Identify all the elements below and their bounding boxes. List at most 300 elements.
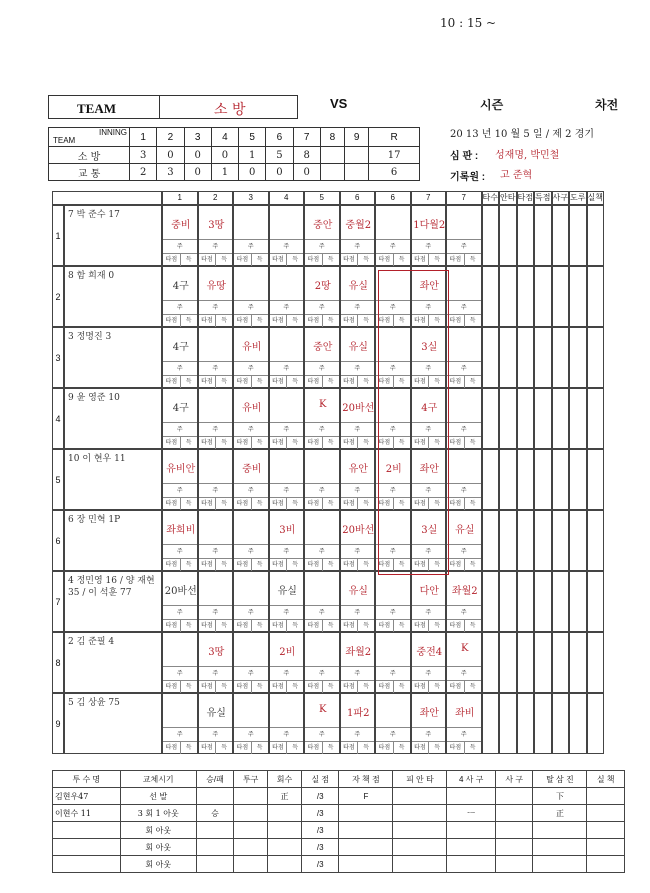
score-label: 득 [323, 375, 339, 389]
pitcher-bb [447, 839, 496, 856]
pitcher-runs [268, 856, 302, 873]
run-mark-label: 주 [447, 361, 481, 376]
at-bat-cell [269, 449, 305, 510]
run-mark-label: 주 [305, 239, 339, 254]
batting-order-number: 2 [52, 266, 64, 327]
stat-cell [517, 693, 535, 754]
play-result: 좌비 [455, 708, 475, 719]
rbi-label: 타점 [163, 497, 181, 510]
pitching-col-head: 회수 [268, 771, 302, 788]
rbi-label: 타점 [163, 314, 181, 327]
rbi-label: 타점 [270, 314, 288, 327]
pitcher-er [339, 805, 393, 822]
score-label: 득 [287, 558, 303, 572]
play-result: 좌안 [419, 281, 439, 292]
pitcher-hbp [495, 856, 533, 873]
stat-cell [517, 388, 535, 449]
pitcher-row [53, 856, 625, 873]
score-label: 득 [429, 314, 445, 328]
score-label: 득 [252, 619, 268, 633]
at-bat-cell [233, 388, 269, 449]
rbi-label: 타점 [376, 619, 394, 632]
run-mark-label: 주 [341, 727, 375, 742]
sheet-col-head: 도루 [569, 191, 587, 205]
run-mark-label: 주 [376, 544, 410, 559]
pitching-col-head: 4 사 구 [447, 771, 496, 788]
rbi-label: 타점 [163, 680, 181, 693]
score-label: 득 [323, 741, 339, 755]
play-result: 유실 [348, 281, 368, 292]
at-bat-cell [446, 632, 482, 693]
play-result: K [461, 643, 469, 654]
run-mark-label: 주 [305, 605, 339, 620]
stat-cell [499, 327, 517, 388]
at-bat-cell [233, 266, 269, 327]
rbi-label: 타점 [234, 680, 252, 693]
at-bat-cell [411, 632, 447, 693]
play-result: 유비 [242, 403, 262, 414]
recorder-label: 기록원 : [450, 172, 486, 183]
batting-row [52, 388, 604, 449]
pitching-col-head: 교체시기 [120, 771, 196, 788]
score-label: 득 [358, 375, 374, 389]
pitcher-er [339, 822, 393, 839]
stat-cell [517, 571, 535, 632]
team-col-head: TEAM [53, 136, 76, 145]
score-label: 득 [323, 619, 339, 633]
rbi-label: 타점 [412, 497, 430, 510]
inning-head: 9 [344, 128, 368, 147]
at-bat-cell [269, 205, 305, 266]
pitcher-inn [234, 805, 268, 822]
score-cell: 0 [157, 147, 184, 164]
stat-cell [499, 693, 517, 754]
rbi-label: 타점 [447, 619, 465, 632]
play-result: 4구 [172, 281, 189, 292]
play-result: 20바선 [342, 525, 375, 536]
score-label: 득 [358, 558, 374, 572]
run-mark-label: 주 [199, 727, 233, 742]
inning-head: 5 [239, 128, 266, 147]
play-result: 3실 [421, 525, 438, 536]
run-mark-label: 주 [270, 544, 304, 559]
pitching-table [52, 770, 625, 873]
sheet-col-head: 타수 [482, 191, 500, 205]
umpire-label: 심 판 : [450, 151, 479, 162]
score-cell: 1 [211, 164, 238, 181]
score-label: 득 [181, 436, 197, 450]
run-mark-label: 주 [163, 727, 197, 742]
player-name: 10 이 현우 11 [64, 449, 162, 510]
rbi-label: 타점 [305, 741, 323, 754]
run-mark-label: 주 [270, 727, 304, 742]
stat-cell [569, 632, 587, 693]
pitcher-outs: /3 [301, 805, 339, 822]
at-bat-cell [411, 571, 447, 632]
rbi-label: 타점 [447, 253, 465, 266]
rbi-label: 타점 [376, 314, 394, 327]
at-bat-cell [162, 266, 198, 327]
stat-cell [517, 510, 535, 571]
play-result: 좌안 [419, 708, 439, 719]
stat-cell [482, 571, 500, 632]
at-bat-cell [198, 266, 234, 327]
play-result: 2땅 [314, 281, 331, 292]
sheet-col-head: 3 [233, 191, 269, 205]
stat-cell [552, 205, 570, 266]
rbi-label: 타점 [305, 253, 323, 266]
score-label: 득 [323, 497, 339, 511]
at-bat-cell [162, 327, 198, 388]
rbi-label: 타점 [447, 314, 465, 327]
inning-head: 3 [184, 128, 211, 147]
pitching-col-head: 실 책 [587, 771, 625, 788]
pitcher-err [587, 822, 625, 839]
score-cell [344, 147, 368, 164]
rbi-label: 타점 [376, 497, 394, 510]
stat-cell [569, 266, 587, 327]
inning-score-table [48, 127, 420, 181]
score-label: 득 [252, 680, 268, 694]
at-bat-cell [233, 693, 269, 754]
at-bat-cell [198, 632, 234, 693]
inning-head: 4 [211, 128, 238, 147]
play-result: 20바선 [342, 403, 375, 414]
rbi-label: 타점 [447, 436, 465, 449]
play-result: 중안 [313, 220, 333, 231]
team-name-cell: 교 통 [49, 164, 130, 181]
inning-head: 8 [320, 128, 344, 147]
stat-cell [517, 266, 535, 327]
stat-cell [569, 693, 587, 754]
run-mark-label: 주 [341, 605, 375, 620]
sheet-col-head: 4 [269, 191, 305, 205]
run-mark-label: 주 [341, 239, 375, 254]
rbi-label: 타점 [270, 375, 288, 388]
at-bat-cell [446, 571, 482, 632]
total-runs-cell: 6 [369, 164, 420, 181]
pitcher-so [533, 856, 587, 873]
run-mark-label: 주 [270, 666, 304, 681]
score-cell: 0 [184, 147, 211, 164]
play-result: 중비 [242, 464, 262, 475]
run-mark-label: 주 [305, 300, 339, 315]
pitcher-er: F [339, 788, 393, 805]
score-label: 득 [465, 558, 481, 572]
rbi-label: 타점 [447, 558, 465, 571]
score-label: 득 [358, 741, 374, 755]
stat-cell [587, 327, 605, 388]
run-mark-label: 주 [234, 300, 268, 315]
run-mark-label: 주 [376, 605, 410, 620]
rbi-label: 타점 [234, 619, 252, 632]
pitcher-hbp [495, 839, 533, 856]
rbi-label: 타점 [412, 619, 430, 632]
at-bat-cell [340, 205, 376, 266]
batting-order-number: 4 [52, 388, 64, 449]
run-mark-label: 주 [412, 727, 446, 742]
run-mark-label: 주 [341, 666, 375, 681]
rbi-label: 타점 [412, 314, 430, 327]
at-bat-cell [269, 266, 305, 327]
run-mark-label: 주 [412, 483, 446, 498]
rbi-label: 타점 [376, 436, 394, 449]
batting-order-number: 9 [52, 693, 64, 754]
score-cell: 0 [184, 164, 211, 181]
score-label: 득 [394, 741, 410, 755]
run-mark-label: 주 [305, 544, 339, 559]
at-bat-cell [233, 449, 269, 510]
pitching-col-head: 실 점 [301, 771, 339, 788]
run-mark-label: 주 [270, 605, 304, 620]
run-mark-label: 주 [412, 361, 446, 376]
score-row [49, 164, 420, 181]
at-bat-cell [340, 510, 376, 571]
stat-cell [534, 388, 552, 449]
score-label: 득 [394, 375, 410, 389]
run-mark-label: 주 [376, 239, 410, 254]
at-bat-cell [162, 632, 198, 693]
stat-cell [552, 449, 570, 510]
score-cell: 1 [239, 147, 266, 164]
run-mark-label: 주 [412, 544, 446, 559]
pitcher-change: 회 아웃 [120, 856, 196, 873]
play-result: 2비 [279, 647, 296, 658]
at-bat-cell [198, 388, 234, 449]
at-bat-cell [162, 205, 198, 266]
score-label: 득 [287, 436, 303, 450]
rbi-label: 타점 [341, 314, 359, 327]
stat-cell [499, 510, 517, 571]
stat-cell [482, 510, 500, 571]
run-mark-label: 주 [341, 483, 375, 498]
rbi-label: 타점 [270, 680, 288, 693]
rbi-label: 타점 [412, 375, 430, 388]
inning-head: 2 [157, 128, 184, 147]
sheet-col-head: 7 [411, 191, 447, 205]
run-mark-label: 주 [199, 239, 233, 254]
rbi-label: 타점 [412, 680, 430, 693]
rbi-label: 타점 [341, 619, 359, 632]
at-bat-cell [269, 571, 305, 632]
play-result: 유땅 [206, 281, 226, 292]
score-label: 득 [216, 619, 232, 633]
rbi-label: 타점 [341, 558, 359, 571]
play-result: 유안 [348, 464, 368, 475]
score-label: 득 [252, 558, 268, 572]
pitcher-outs: /3 [301, 822, 339, 839]
stat-cell [569, 510, 587, 571]
batting-row [52, 266, 604, 327]
run-mark-label: 주 [447, 239, 481, 254]
rbi-label: 타점 [163, 375, 181, 388]
score-label: 득 [181, 741, 197, 755]
pitcher-err [587, 788, 625, 805]
pitcher-name: 이현수 11 [53, 805, 121, 822]
play-result: 좌월2 [345, 647, 372, 658]
play-result: 중안 [313, 342, 333, 353]
run-mark-label: 주 [447, 544, 481, 559]
pitcher-wl [196, 839, 234, 856]
rbi-label: 타점 [199, 253, 217, 266]
run-mark-label: 주 [163, 605, 197, 620]
score-cell: 5 [266, 147, 293, 164]
pitcher-so: 正 [533, 805, 587, 822]
rbi-label: 타점 [270, 619, 288, 632]
batting-order-number: 3 [52, 327, 64, 388]
pitcher-runs: 正 [268, 788, 302, 805]
stat-cell [517, 632, 535, 693]
score-label: 득 [465, 497, 481, 511]
runs-head: R [369, 128, 420, 147]
score-label: 득 [287, 375, 303, 389]
at-bat-cell [269, 632, 305, 693]
at-bat-cell [304, 388, 340, 449]
at-bat-cell [340, 571, 376, 632]
score-label: 득 [358, 253, 374, 267]
pitcher-wl [196, 856, 234, 873]
play-result: 유실 [277, 586, 297, 597]
run-mark-label: 주 [270, 361, 304, 376]
run-mark-label: 주 [341, 300, 375, 315]
score-label: 득 [323, 314, 339, 328]
at-bat-cell [446, 510, 482, 571]
rbi-label: 타점 [270, 497, 288, 510]
team-name-cell: 소 방 [49, 147, 130, 164]
at-bat-cell [233, 632, 269, 693]
team-name: 소 방 [214, 102, 246, 118]
stat-cell [499, 571, 517, 632]
rbi-label: 타점 [199, 497, 217, 510]
pitcher-err [587, 856, 625, 873]
stat-cell [534, 571, 552, 632]
at-bat-cell [162, 510, 198, 571]
sheet-col-head: 득점 [534, 191, 552, 205]
at-bat-cell [233, 205, 269, 266]
stat-cell [552, 571, 570, 632]
at-bat-cell [340, 388, 376, 449]
pitcher-change: 회 아웃 [120, 822, 196, 839]
rbi-label: 타점 [341, 741, 359, 754]
pitcher-outs: /3 [301, 856, 339, 873]
run-mark-label: 주 [234, 727, 268, 742]
pitcher-err [587, 805, 625, 822]
season-label: 시즌 [480, 98, 504, 112]
pitcher-hits [393, 822, 447, 839]
rbi-label: 타점 [234, 375, 252, 388]
at-bat-cell [162, 571, 198, 632]
run-mark-label: 주 [447, 605, 481, 620]
pitcher-inn [234, 788, 268, 805]
rbi-label: 타점 [234, 558, 252, 571]
score-label: 득 [323, 436, 339, 450]
umpire-names: 성재명, 박민철 [495, 150, 560, 161]
stat-cell [482, 327, 500, 388]
stat-cell [482, 449, 500, 510]
pitcher-runs [268, 822, 302, 839]
at-bat-cell [162, 693, 198, 754]
sheet-col-head: 1 [162, 191, 198, 205]
rbi-label: 타점 [234, 314, 252, 327]
pitcher-hits [393, 856, 447, 873]
rbi-label: 타점 [199, 680, 217, 693]
at-bat-cell [340, 327, 376, 388]
play-result: 1파2 [347, 708, 370, 719]
rbi-label: 타점 [163, 619, 181, 632]
score-cell: 0 [266, 164, 293, 181]
at-bat-cell [198, 571, 234, 632]
sheet-col-head: 2 [198, 191, 234, 205]
score-cell: 0 [211, 147, 238, 164]
game-date: 20 13 년 10 월 5 일 / 제 2 경기 [450, 129, 595, 140]
score-cell: 0 [239, 164, 266, 181]
at-bat-cell [198, 327, 234, 388]
pitcher-outs: /3 [301, 788, 339, 805]
rbi-label: 타점 [163, 436, 181, 449]
rbi-label: 타점 [234, 497, 252, 510]
play-result: 20바선 [164, 586, 197, 597]
rbi-label: 타점 [305, 497, 323, 510]
pitching-col-head: 사 구 [495, 771, 533, 788]
rbi-label: 타점 [163, 741, 181, 754]
rbi-label: 타점 [376, 558, 394, 571]
play-result: 1다월2 [413, 220, 446, 231]
rbi-label: 타점 [447, 375, 465, 388]
rbi-label: 타점 [376, 741, 394, 754]
score-label: 득 [252, 375, 268, 389]
stat-cell [569, 388, 587, 449]
stat-cell [587, 449, 605, 510]
rbi-label: 타점 [447, 680, 465, 693]
score-label: 득 [429, 741, 445, 755]
run-mark-label: 주 [412, 605, 446, 620]
pitching-col-head: 투 수 명 [53, 771, 121, 788]
run-mark-label: 주 [376, 361, 410, 376]
rbi-label: 타점 [305, 375, 323, 388]
stat-cell [587, 266, 605, 327]
score-label: 득 [181, 253, 197, 267]
score-label: 득 [287, 619, 303, 633]
score-label: 득 [252, 497, 268, 511]
stat-cell [534, 510, 552, 571]
run-mark-label: 주 [163, 544, 197, 559]
at-bat-cell [304, 266, 340, 327]
at-bat-cell [446, 327, 482, 388]
score-label: 득 [216, 436, 232, 450]
rbi-label: 타점 [412, 253, 430, 266]
pitcher-wl [196, 822, 234, 839]
rbi-label: 타점 [376, 253, 394, 266]
play-result: 3땅 [208, 220, 225, 231]
at-bat-cell [304, 327, 340, 388]
player-name: 9 윤 영준 10 [64, 388, 162, 449]
stat-cell [569, 571, 587, 632]
pitcher-bb [447, 822, 496, 839]
stat-cell [587, 632, 605, 693]
run-mark-label: 주 [447, 727, 481, 742]
pitcher-hits [393, 805, 447, 822]
pitcher-bb [447, 788, 496, 805]
play-result: 다안 [419, 586, 439, 597]
score-label: 득 [216, 741, 232, 755]
score-label: 득 [394, 253, 410, 267]
stat-cell [517, 449, 535, 510]
pitcher-name: 김현우47 [53, 788, 121, 805]
batting-row [52, 510, 604, 571]
score-label: 득 [287, 253, 303, 267]
run-mark-label: 주 [234, 361, 268, 376]
batting-order-number: 1 [52, 205, 64, 266]
